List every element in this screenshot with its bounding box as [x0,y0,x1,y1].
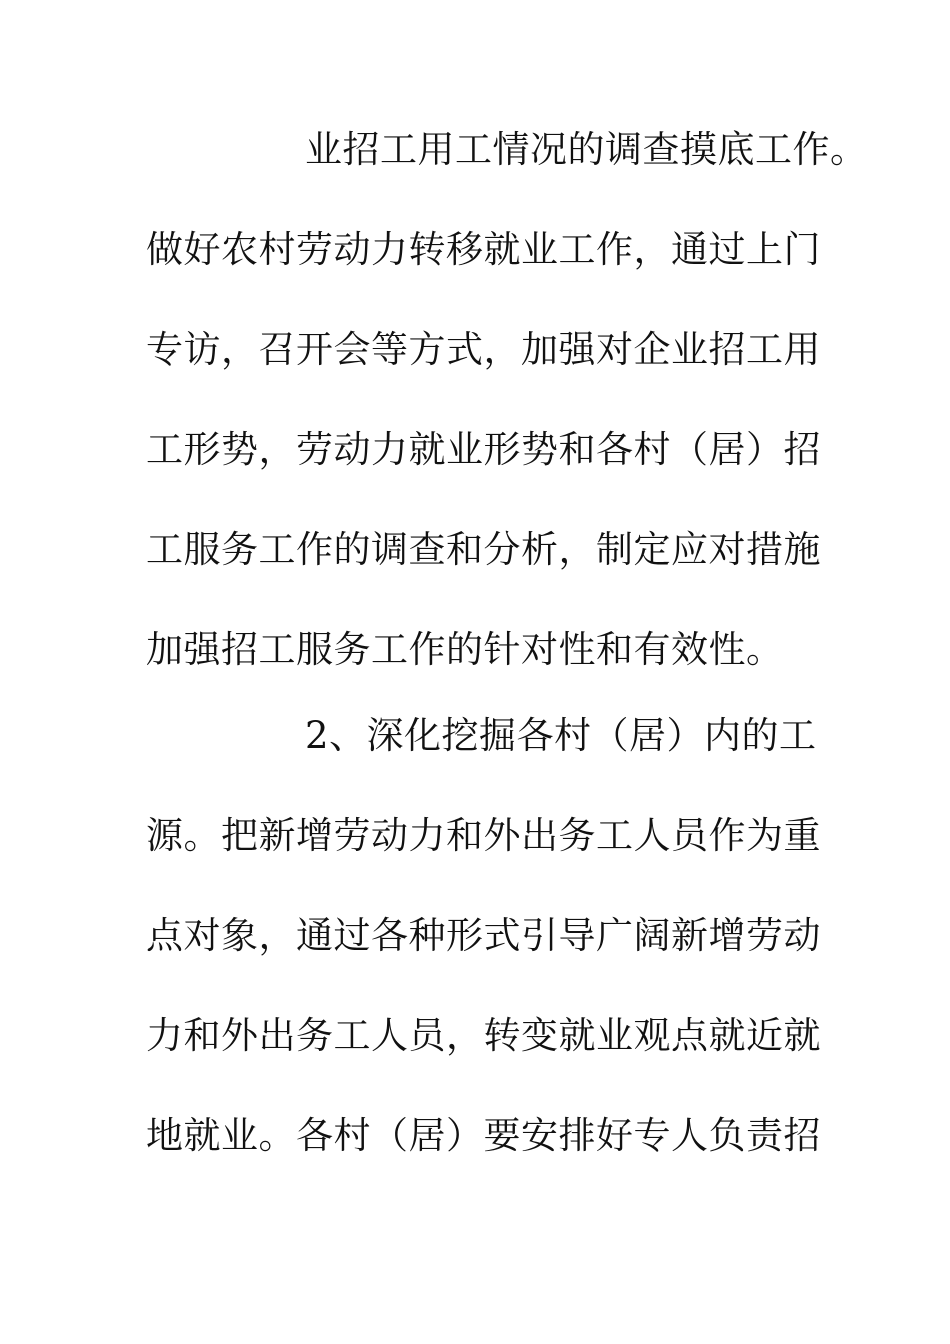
text-line-7: 2、深化挖掘各村（居）内的工 [305,714,817,757]
text-line-11: 地就业。各村（居）要安排好专人负责招 [146,1114,821,1157]
text-line-3: 专访，召开会等方式，加强对企业招工用 [146,328,821,371]
text-line-10: 力和外出务工人员，转变就业观点就近就 [146,1014,821,1057]
text-line-8: 源。把新增劳动力和外出务工人员作为重 [146,814,821,857]
text-line-6: 加强招工服务工作的针对性和有效性。 [146,628,784,671]
text-line-9: 点对象，通过各种形式引导广阔新增劳动 [146,914,821,957]
text-line-1: 业招工用工情况的调查摸底工作。 [305,128,868,171]
text-line-4: 工形势，劳动力就业形势和各村（居）招 [146,428,821,471]
text-line-5: 工服务工作的调查和分析，制定应对措施 [146,528,821,571]
text-line-2: 做好农村劳动力转移就业工作，通过上门 [146,228,821,271]
